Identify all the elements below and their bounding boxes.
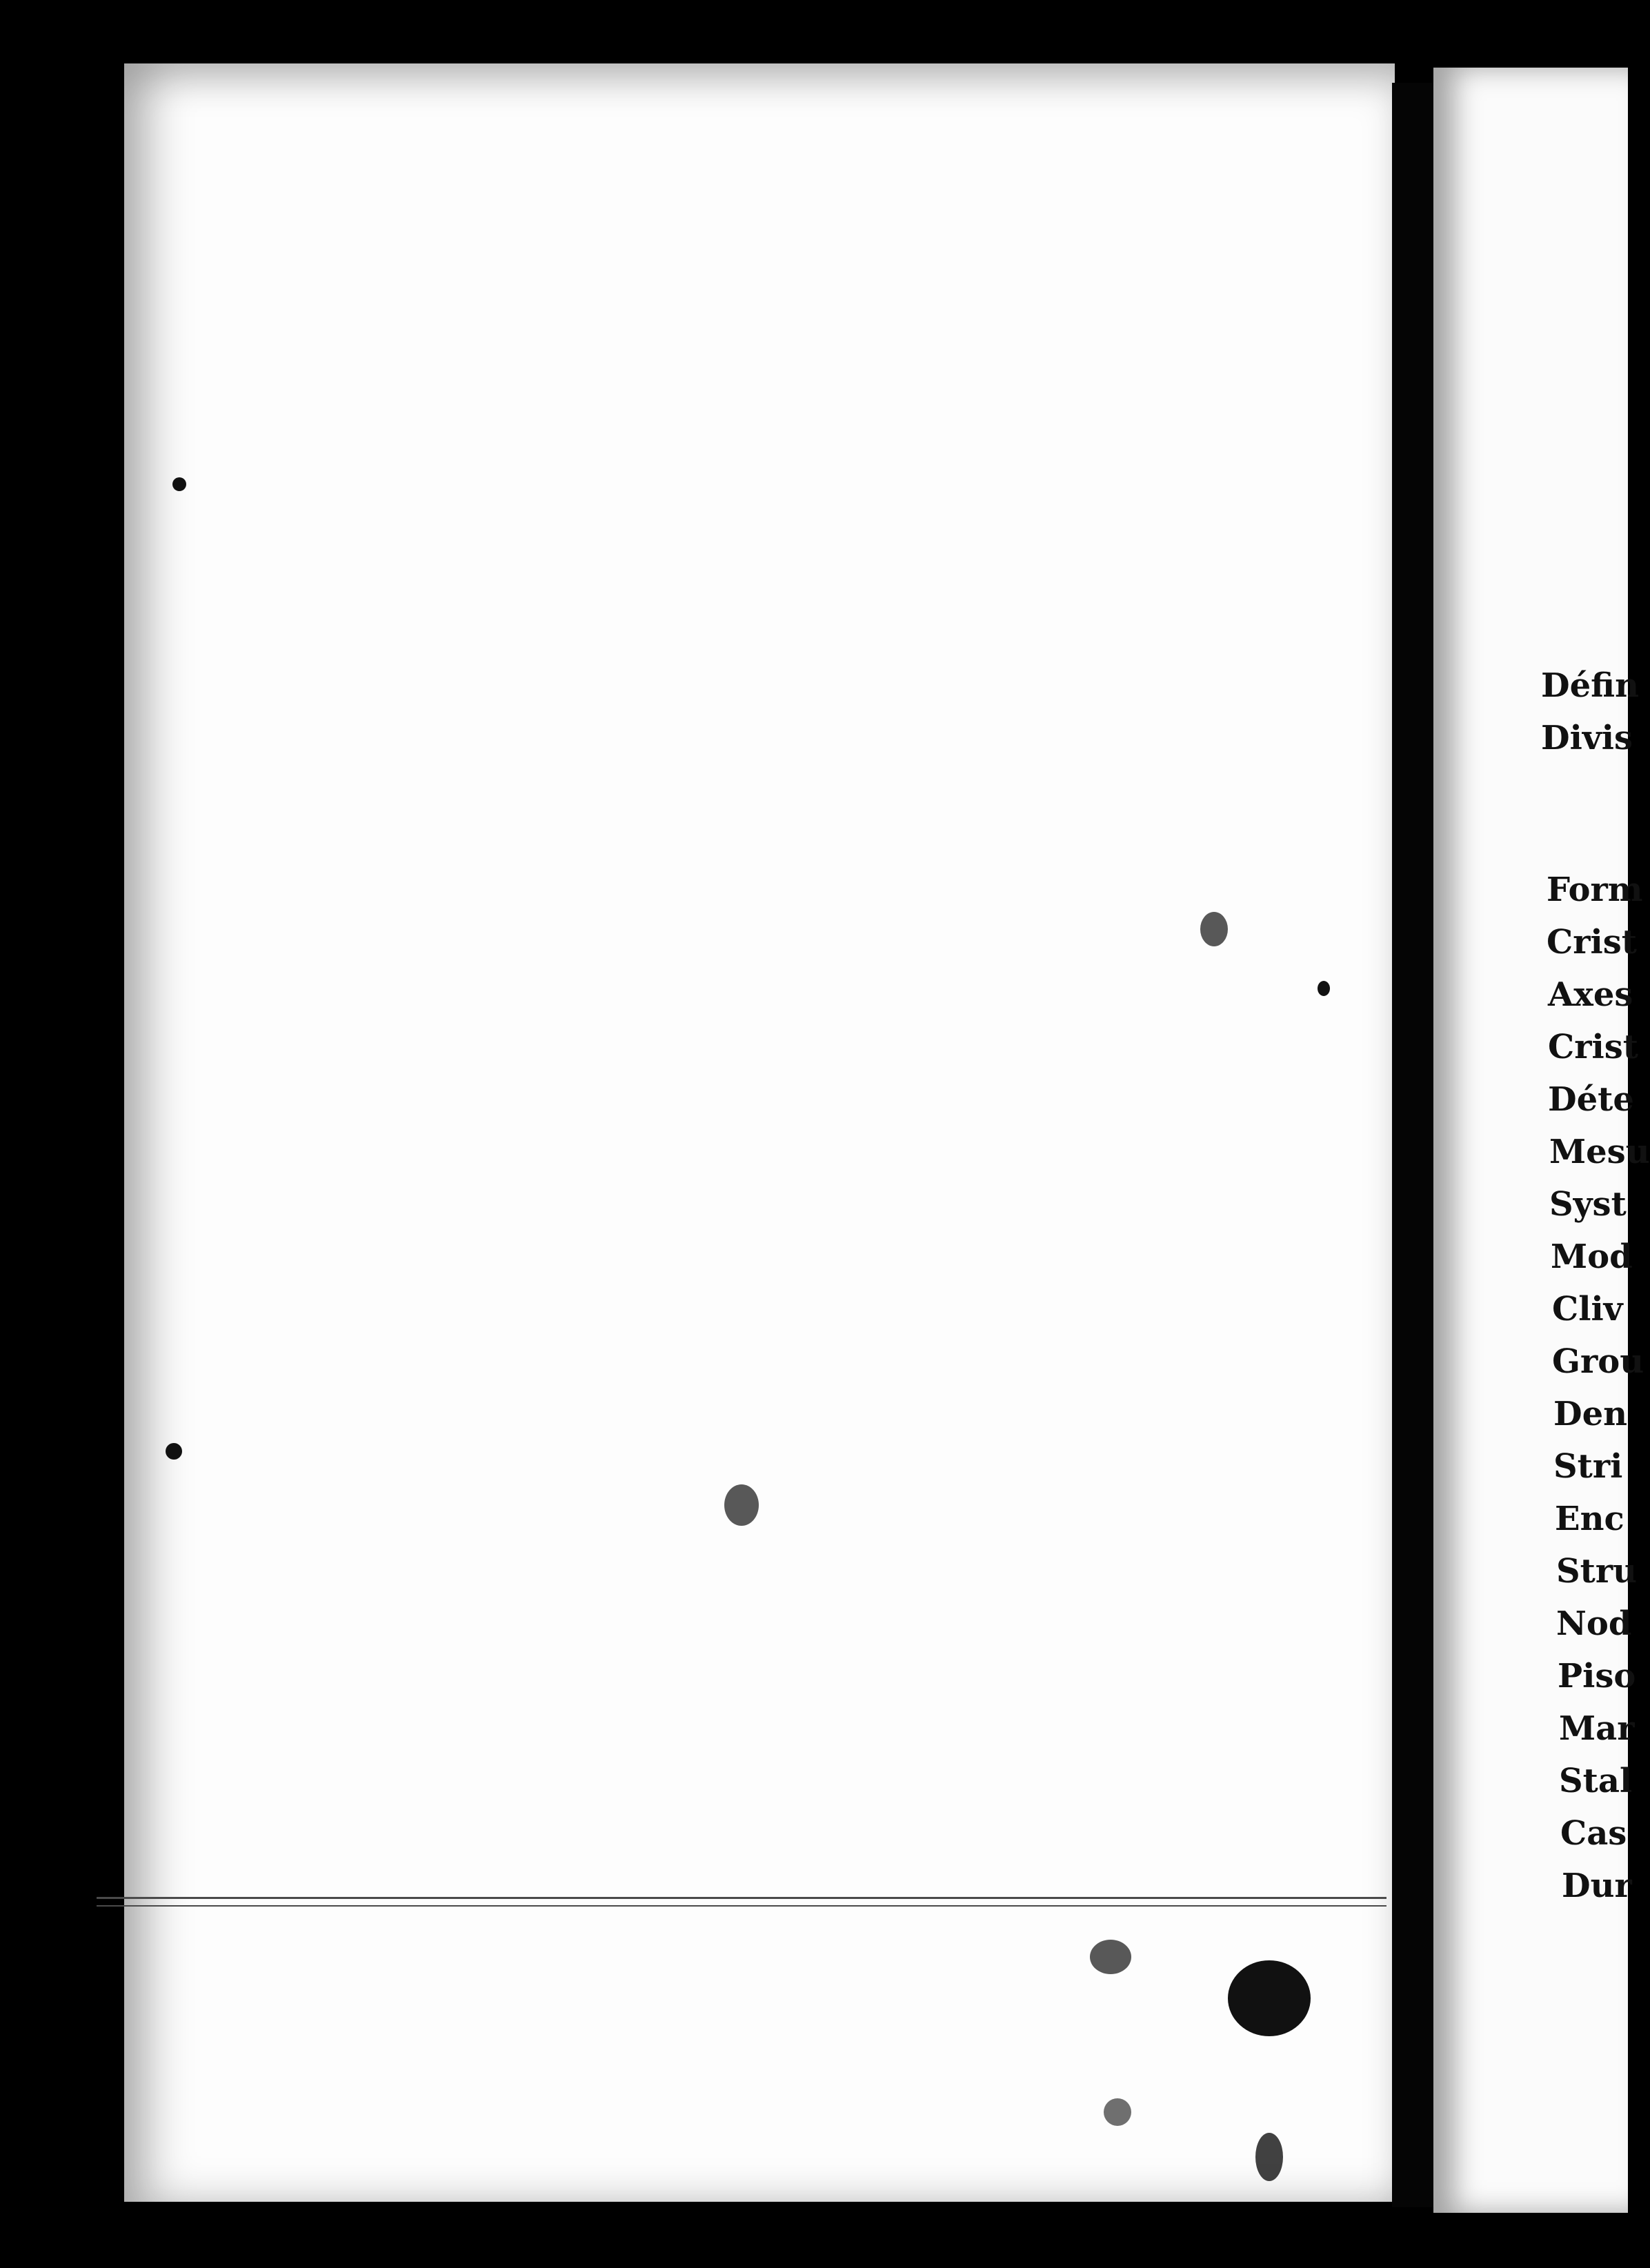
ink-blot bbox=[1255, 2133, 1283, 2181]
ink-blot bbox=[724, 1484, 759, 1526]
ink-blot bbox=[1318, 981, 1330, 996]
toc-entry: Cliv bbox=[1552, 1290, 1623, 1329]
toc-entry: Stru bbox=[1556, 1552, 1638, 1591]
toc-entry: Syst bbox=[1549, 1185, 1627, 1224]
toc-entry: Cas bbox=[1560, 1814, 1627, 1853]
toc-entry: Nod bbox=[1556, 1604, 1632, 1643]
toc-entry: Crist bbox=[1548, 1028, 1638, 1066]
toc-entry: Stal bbox=[1559, 1762, 1633, 1800]
toc-entry: Défin bbox=[1541, 666, 1639, 705]
ink-blot bbox=[1200, 912, 1228, 946]
toc-entry: Form bbox=[1547, 871, 1643, 909]
toc-entry: Grou bbox=[1552, 1342, 1644, 1381]
toc-entry: Axes bbox=[1548, 975, 1633, 1014]
toc-entry: Mar bbox=[1559, 1709, 1635, 1748]
ink-blot bbox=[1104, 2098, 1131, 2126]
scan-line bbox=[97, 1905, 1386, 1907]
scan-line bbox=[97, 1897, 1386, 1899]
right-page-toc bbox=[1433, 68, 1650, 2213]
toc-entry: Enc bbox=[1555, 1500, 1624, 1538]
ink-blot bbox=[1090, 1940, 1131, 1974]
book-gutter bbox=[1392, 83, 1433, 2207]
ink-blot bbox=[172, 477, 186, 491]
toc-list bbox=[1433, 68, 1650, 2213]
left-page-blank bbox=[124, 63, 1395, 2202]
toc-entry: Déte bbox=[1548, 1080, 1634, 1119]
toc-entry: Divis bbox=[1541, 719, 1633, 757]
toc-entry: Piso bbox=[1558, 1657, 1636, 1695]
ink-blot bbox=[1228, 1960, 1311, 2036]
toc-entry: Den bbox=[1553, 1395, 1628, 1433]
ink-blot bbox=[166, 1443, 182, 1460]
toc-entry: Mod bbox=[1551, 1237, 1633, 1276]
toc-entry: Mesu bbox=[1549, 1133, 1650, 1171]
toc-entry: Dur bbox=[1562, 1867, 1632, 1905]
toc-entry: Stri bbox=[1553, 1447, 1623, 1486]
toc-entry: Crist bbox=[1547, 923, 1637, 962]
